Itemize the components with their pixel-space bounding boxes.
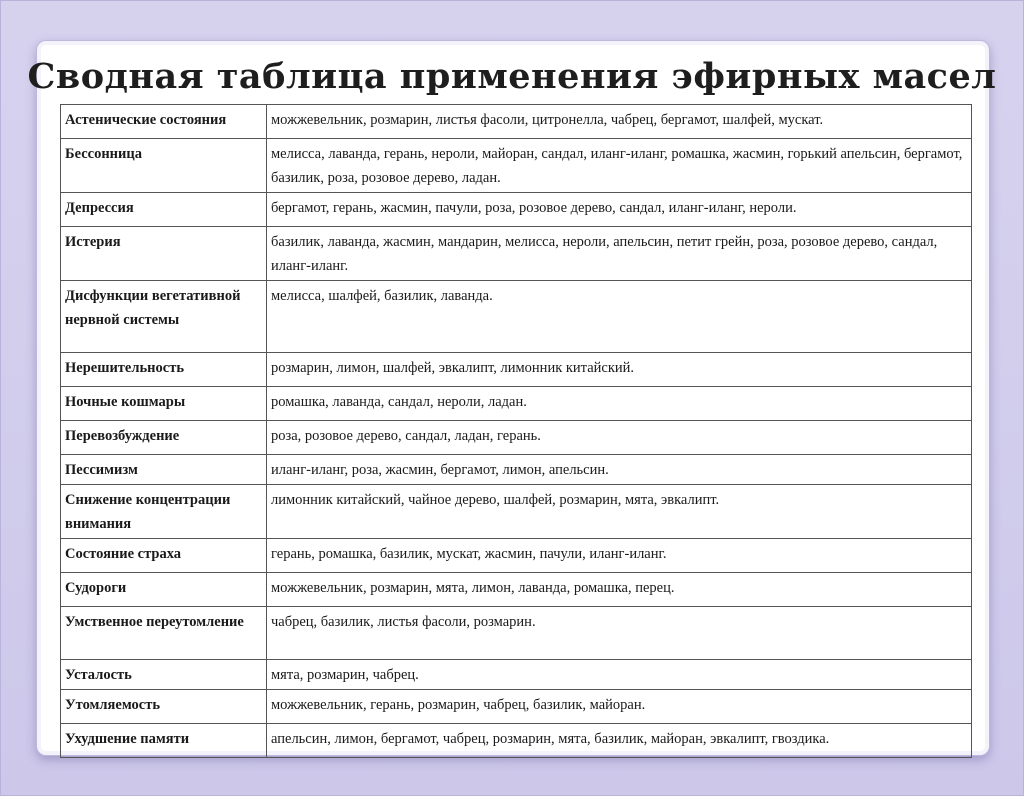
condition-cell: Ухудшение памяти bbox=[61, 724, 267, 758]
condition-cell: Дисфункции вегетативной нервной системы bbox=[61, 281, 267, 353]
oils-cell: можжевельник, герань, розмарин, чабрец, базилик, майоран. bbox=[267, 690, 972, 724]
condition-cell: Умственное переутомление bbox=[61, 607, 267, 660]
condition-cell: Пессимизм bbox=[61, 455, 267, 485]
table-row bbox=[61, 539, 972, 573]
oils-cell: бергамот, герань, жасмин, пачули, роза, розовое дерево, сандал, иланг-иланг, нероли. bbox=[267, 193, 972, 227]
condition-cell: Состояние страха bbox=[61, 539, 267, 573]
oils-cell: герань, ромашка, базилик, мускат, жасмин, пачули, иланг-иланг. bbox=[267, 539, 972, 573]
table-row bbox=[61, 660, 972, 690]
table-row bbox=[61, 105, 972, 139]
oils-cell: роза, розовое дерево, сандал, ладан, герань. bbox=[267, 421, 972, 455]
condition-cell: Истерия bbox=[61, 227, 267, 281]
table-row bbox=[61, 281, 972, 353]
oils-cell: иланг-иланг, роза, жасмин, бергамот, лимон, апельсин. bbox=[267, 455, 972, 485]
oils-cell: розмарин, лимон, шалфей, эвкалипт, лимонник китайский. bbox=[267, 353, 972, 387]
oils-cell: мелисса, шалфей, базилик, лаванда. bbox=[267, 281, 972, 353]
table-row bbox=[61, 455, 972, 485]
table-row bbox=[61, 227, 972, 281]
oils-cell: ромашка, лаванда, сандал, нероли, ладан. bbox=[267, 387, 972, 421]
page-title: Сводная таблица применения эфирных масел bbox=[27, 56, 997, 97]
oils-table bbox=[60, 104, 972, 758]
table-row bbox=[61, 573, 972, 607]
table-row bbox=[61, 421, 972, 455]
oils-cell: апельсин, лимон, бергамот, чабрец, розмарин, мята, базилик, майоран, эвкалипт, гвоздика. bbox=[267, 724, 972, 758]
condition-cell: Нерешительность bbox=[61, 353, 267, 387]
condition-cell: Снижение концентрации внимания bbox=[61, 485, 267, 539]
oils-cell: чабрец, базилик, листья фасоли, розмарин. bbox=[267, 607, 972, 660]
oils-cell: базилик, лаванда, жасмин, мандарин, мелисса, нероли, апельсин, петит грейн, роза, розовое дерево, сандал, иланг-иланг. bbox=[267, 227, 972, 281]
condition-cell: Депрессия bbox=[61, 193, 267, 227]
condition-cell: Бессонница bbox=[61, 139, 267, 193]
condition-cell: Ночные кошмары bbox=[61, 387, 267, 421]
oils-cell: лимонник китайский, чайное дерево, шалфей, розмарин, мята, эвкалипт. bbox=[267, 485, 972, 539]
table-row bbox=[61, 387, 972, 421]
oils-cell: мята, розмарин, чабрец. bbox=[267, 660, 972, 690]
condition-cell: Перевозбуждение bbox=[61, 421, 267, 455]
condition-cell: Астенические состояния bbox=[61, 105, 267, 139]
table-row bbox=[61, 485, 972, 539]
condition-cell: Судороги bbox=[61, 573, 267, 607]
table-row bbox=[61, 724, 972, 758]
table-row bbox=[61, 690, 972, 724]
oils-cell: можжевельник, розмарин, листья фасоли, цитронелла, чабрец, бергамот, шалфей, мускат. bbox=[267, 105, 972, 139]
oils-cell: можжевельник, розмарин, мята, лимон, лаванда, ромашка, перец. bbox=[267, 573, 972, 607]
table-row bbox=[61, 193, 972, 227]
condition-cell: Усталость bbox=[61, 660, 267, 690]
table-row bbox=[61, 353, 972, 387]
table-row bbox=[61, 139, 972, 193]
table-row bbox=[61, 607, 972, 660]
condition-cell: Утомляемость bbox=[61, 690, 267, 724]
oils-cell: мелисса, лаванда, герань, нероли, майоран, сандал, иланг-иланг, ромашка, жасмин, горький апельсин, бергамот, базилик, роза, розовое дерево, ладан. bbox=[267, 139, 972, 193]
